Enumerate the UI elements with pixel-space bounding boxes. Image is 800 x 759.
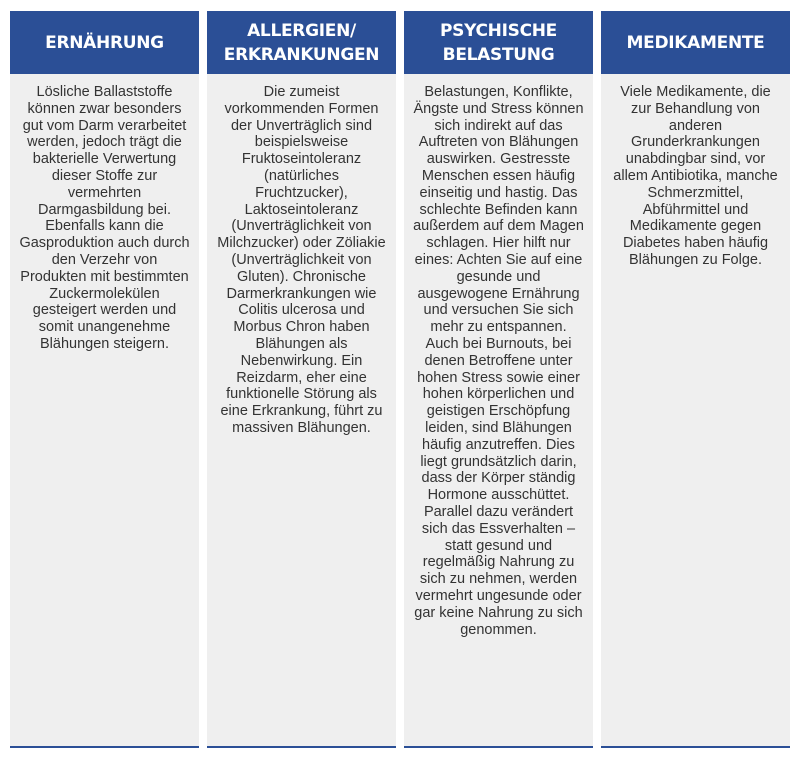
cause-columns <box>10 11 790 748</box>
column-text: Die zumeist vorkommenden Formen der Unverträglich sind beispielsweise Fruktoseintoleranz (natürliches Fruchtzucker), Laktoseintoleranz (Unverträglichkeit von Milchzucker) oder Zöliakie (Unverträglichkeit von Gluten). Chronische Darmerkrankungen wie Colitis ulcerosa und Morbus Chron haben Blähungen als Nebenwirkung. Ein Reizdarm, eher eine funktionelle Störung als eine Erkrankung, führt zu massiven Blähungen. <box>217 84 386 436</box>
column-heading: MEDIKAMENTE <box>601 11 790 74</box>
column-heading: ALLERGIEN/ ERKRANKUNGEN <box>207 11 396 74</box>
column-text: Lösliche Ballaststoffe können zwar besonders gut vom Darm verarbeitet werden, jedoch trägt die bakterielle Verwertung dieser Stoffe zur vermehrten Darmgasbildung bei. Ebenfalls kann die Gasproduktion auch durch den Verzehr von Produkten mit bestimmten Zuckermolekülen gesteigert werden und somit unangenehme Blähungen steigern. <box>19 84 190 352</box>
column-text: Belastungen, Konflikte, Ängste und Stress können sich indirekt auf das Auftreten von Blähungen auswirken. Gestresste Menschen essen häufig einseitig und hastig. Das schlechte Befinden kann außerdem auf dem Magen schlagen. Hier hilft nur eines: Achten Sie auf eine gesunde und ausgewogene Ernährung und versuchen Sie sich mehr zu entspannen. Auch bei Burnouts, bei denen Betroffene unter hohen Stress sowie einer hohen körperlichen und geistigen Erschöpfung leiden, sind Blähungen häufig anzutreffen. Dies liegt grundsätzlich darin, dass der Körper ständig Hormone ausschüttet. Parallel dazu verändert sich das Essverhalten – statt gesund und regelmäßig Nahrung zu sich zu nehmen, werden vermehrt ungesunde oder gar keine Nahrung zu sich genommen. <box>413 84 584 638</box>
column-text: Viele Medikamente, die zur Behandlung von anderen Grunderkrankungen unabdingbar sind, vor allem Antibiotika, manche Schmerzmittel, Abführmittel und Medikamente gegen Diabetes haben häufig Blähungen zu Folge. <box>613 84 778 268</box>
column-heading: ERNÄHRUNG <box>10 11 199 74</box>
column-medikamente <box>601 11 790 748</box>
column-allergien-erkrankungen <box>207 11 396 748</box>
column-psychische-belastung <box>404 11 593 748</box>
column-ernaehrung <box>10 11 199 748</box>
column-heading: PSYCHISCHE BELASTUNG <box>404 11 593 74</box>
